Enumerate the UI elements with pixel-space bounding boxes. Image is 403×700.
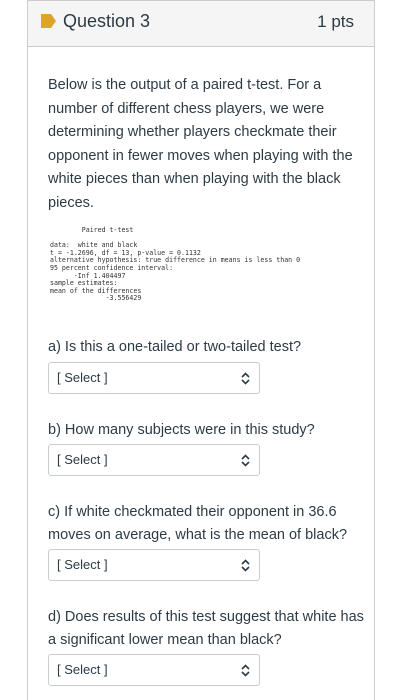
up-down-chevron-icon	[241, 372, 250, 385]
r-output-line: Paired t-test	[50, 226, 134, 234]
r-output-line: -3.556429	[50, 294, 142, 303]
part-b-select[interactable]	[48, 444, 260, 476]
r-output-line: t = -1.2696, df = 13, p-value = 0.1132	[50, 248, 201, 257]
up-down-chevron-icon	[241, 664, 250, 677]
r-output-line: sample estimates:	[50, 279, 118, 288]
r-output-line: alternative hypothesis: true difference in means is less than 0	[50, 256, 301, 265]
part-a-question: a) Is this a one-tailed or two-tailed test?	[48, 339, 302, 355]
part-c-select[interactable]	[48, 549, 260, 581]
r-output-line: -Inf 1.404497	[50, 271, 126, 280]
r-output-line: data: white and black	[50, 241, 138, 250]
part-a-select[interactable]	[48, 362, 260, 394]
part-c-question: c) If white checkmated their opponent in 36.6 moves on average, what is the mean of black?	[48, 504, 348, 543]
question-card	[27, 0, 375, 700]
up-down-chevron-icon	[241, 559, 250, 572]
r-output-line: 95 percent confidence interval:	[50, 263, 174, 272]
part-d-question: d) Does results of this test suggest that white has a significant lower mean than black?	[48, 609, 364, 648]
up-down-chevron-icon	[241, 454, 250, 467]
question-prompt: Below is the output of a paired t-test. For a number of different chess players, we were determining whether players checkmate their opponent in fewer moves when playing with the white pieces than when playing with the black pieces.	[48, 77, 353, 211]
select-value: [ Select ]	[57, 557, 108, 572]
question-points: 1 pts	[317, 12, 354, 31]
question-header	[28, 0, 374, 47]
r-output-line: mean of the differences	[50, 286, 142, 295]
r-output-block	[50, 227, 370, 303]
select-value: [ Select ]	[57, 662, 108, 677]
part-d-select[interactable]	[48, 654, 260, 686]
part-b-question: b) How many subjects were in this study?	[48, 422, 315, 438]
select-value: [ Select ]	[57, 452, 108, 467]
select-value: [ Select ]	[57, 370, 108, 385]
question-title: Question 3	[63, 11, 151, 31]
